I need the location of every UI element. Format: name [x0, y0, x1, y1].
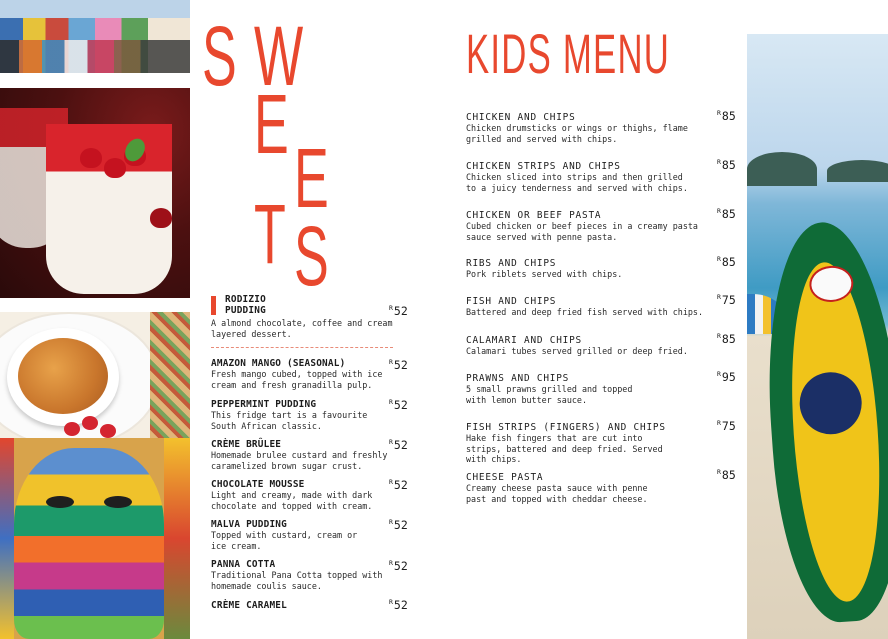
kids-item-name: PRAWNS AND CHIPS	[466, 373, 570, 384]
dessert-name: AMAZON MANGO (SEASONAL)	[211, 358, 346, 369]
dessert-description: Light and creamy, made with dark chocolate and topped with cream.	[211, 490, 373, 511]
dessert-name: PEPPERMINT PUDDING	[211, 399, 317, 410]
dessert-description: Traditional Pana Cotta topped with homemade coulis sauce.	[211, 570, 383, 591]
featured-marker	[211, 296, 216, 315]
dessert-item	[211, 399, 386, 431]
kids-item-description: Chicken drumsticks or wings or thighs, flame grilled and served with chips.	[466, 123, 688, 144]
dessert-price: $^R$52	[389, 518, 408, 532]
dessert-item	[211, 479, 391, 511]
kids-item	[466, 472, 661, 504]
kids-item-name: CHICKEN AND CHIPS	[466, 112, 576, 123]
kids-item-description: Chicken sliced into strips and then grilled to a juicy tenderness and served with chips.	[466, 172, 688, 193]
kids-item-price: $^R$85	[717, 468, 736, 482]
kids-item-name: FISH STRIPS (FINGERS) AND CHIPS	[466, 422, 666, 433]
sweets-letter: E	[294, 131, 329, 225]
dessert-price: $^R$52	[389, 304, 408, 318]
kids-menu-title: KIDS MENU	[466, 22, 671, 85]
kids-item-name: CHICKEN STRIPS AND CHIPS	[466, 161, 621, 172]
dessert-price: $^R$52	[389, 478, 408, 492]
kids-item-description: Battered and deep fried fish served with chips.	[466, 307, 703, 317]
favela-photo	[0, 0, 190, 73]
sweets-letter: T	[254, 187, 286, 281]
kids-item	[466, 161, 696, 193]
kids-item-name: RIBS AND CHIPS	[466, 258, 557, 269]
kids-item-name: FISH AND CHIPS	[466, 296, 557, 307]
dessert-description: Homemade brulee custard and freshly caramelized brown sugar crust.	[211, 450, 388, 471]
kids-item	[466, 112, 716, 144]
kids-item-description: 5 small prawns grilled and topped with lemon butter sauce.	[466, 384, 633, 405]
kids-item-name: CHEESE PASTA	[466, 472, 544, 483]
dessert-name: RODIZIO	[225, 294, 266, 305]
kids-item-description: Pork riblets served with chips.	[466, 269, 623, 279]
kids-item	[466, 335, 736, 357]
dessert-price: $^R$52	[389, 358, 408, 372]
dessert-price: $^R$52	[389, 438, 408, 452]
kids-item-price: $^R$85	[717, 255, 736, 269]
dessert-item	[211, 519, 361, 551]
kids-item-name: CALAMARI AND CHIPS	[466, 335, 582, 346]
dessert-item	[211, 559, 386, 591]
kids-item-description: Creamy cheese pasta sauce with penne past and topped with cheddar cheese.	[466, 483, 648, 504]
kids-item	[466, 210, 728, 242]
kids-item-price: $^R$85	[717, 158, 736, 172]
kids-item	[466, 258, 736, 280]
divider	[211, 347, 393, 348]
dessert-name: CHOCOLATE MOUSSE	[211, 479, 305, 490]
dessert-item	[211, 439, 396, 471]
dessert-name: CRÈME CARAMEL	[211, 600, 287, 611]
kids-item-description: Hake fish fingers that are cut into strips, battered and deep fried. Served with chips.	[466, 433, 663, 464]
dessert-description: A almond chocolate, coffee and cream layered dessert.	[211, 318, 393, 339]
dessert-name: MALVA PUDDING	[211, 519, 287, 530]
kids-item-price: $^R$85	[717, 207, 736, 221]
kids-item	[466, 296, 736, 318]
sweets-letter: W	[254, 9, 304, 103]
kids-item-description: Cubed chicken or beef pieces in a creamy pasta sauce served with penne pasta.	[466, 221, 698, 242]
kids-item-price: $^R$95	[717, 370, 736, 384]
kids-item-name: CHICKEN OR BEEF PASTA	[466, 210, 602, 221]
kids-item-price: $^R$85	[717, 109, 736, 123]
creme-brulee-photo	[0, 312, 190, 438]
sweets-letter: E	[254, 77, 289, 171]
kids-item-price: $^R$75	[717, 293, 736, 307]
dessert-desc-block	[211, 318, 401, 339]
dessert-item	[211, 600, 386, 611]
dessert-name: PUDDING	[225, 305, 266, 316]
kids-item	[466, 373, 651, 405]
dessert-description: Fresh mango cubed, topped with ice cream and fresh granadilla pulp.	[211, 369, 383, 390]
dessert-item	[211, 358, 396, 390]
dessert-description: Topped with custard, cream or ice cream.	[211, 530, 358, 551]
street-mural-photo	[0, 438, 190, 639]
dessert-price: $^R$52	[389, 398, 408, 412]
dessert-description: This fridge tart is a favourite South African classic.	[211, 410, 368, 431]
panna-cotta-photo	[0, 88, 190, 298]
kids-item-description: Calamari tubes served grilled or deep fried.	[466, 346, 688, 356]
sweets-letter: S	[202, 9, 237, 103]
kids-item-price: $^R$85	[717, 332, 736, 346]
kids-item	[466, 422, 681, 465]
dessert-item	[225, 294, 385, 316]
sweets-letter: S	[294, 209, 329, 303]
dessert-price: $^R$52	[389, 598, 408, 612]
beach-surfboard-photo	[747, 34, 888, 639]
dessert-price: $^R$52	[389, 559, 408, 573]
dessert-name: PANNA COTTA	[211, 559, 276, 570]
kids-item-price: $^R$75	[717, 419, 736, 433]
dessert-name: CRÈME BRÛLEE	[211, 439, 282, 450]
